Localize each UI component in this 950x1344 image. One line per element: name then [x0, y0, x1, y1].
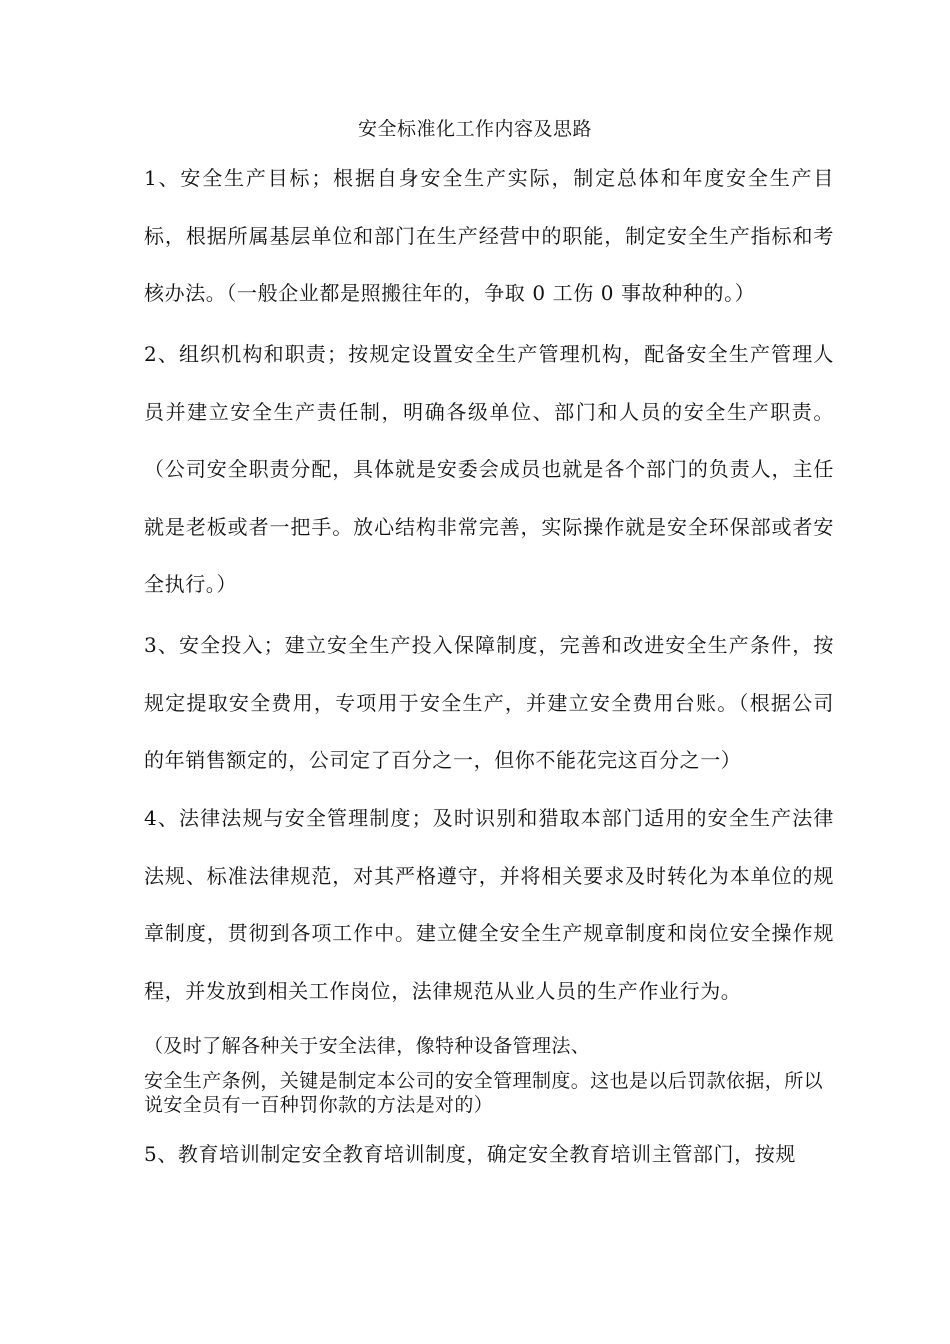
note-line-2: 安全生产条例，关键是制定本公司的安全管理制度。这也是以后罚款依据，所以说安全员有一百种罚你款的方法是对的）	[144, 1070, 824, 1116]
note-line-1: （及时了解各种关于安全法律，像特种设备管理法、	[144, 1035, 591, 1057]
document-title: 安全标准化工作内容及思路	[357, 118, 592, 140]
paragraph-safety-investment: 3、安全投入；建立安全生产投入保障制度，完善和改进安全生产条件，按规定提取安全费用，专项用于安全生产，并建立安全费用台账。（根据公司的年销售额定的，公司定了百分之一，但你不能花完这百分之一）	[144, 633, 834, 772]
paragraph-laws-regulations: 4、法律法规与安全管理制度；及时识别和猎取本部门适用的安全生产法律法规、标准法律规范，对其严格遵守，并将相关要求及时转化为本单位的规章制度，贯彻到各项工作中。建立健全安全生产规章制度和岗位安全操作规程，并发放到相关工作岗位，法律规范从业人员的生产作业行为。	[144, 806, 834, 1003]
paragraph-organization-duties: 2、组织机构和职责；按规定设置安全生产管理机构，配备安全生产管理人员并建立安全生产责任制，明确各级单位、部门和人员的安全生产职责。（公司安全职责分配，具体就是安委会成员也就是各个部门的负责人，主任就是老板或者一把手。放心结构非常完善，实际操作就是安全环保部或者安全执行。）	[144, 342, 834, 596]
paragraph-safety-goals: 1、安全生产目标；根据自身安全生产实际，制定总体和年度安全生产目标，根据所属基层单位和部门在生产经营中的职能，制定安全生产指标和考核办法。（一般企业都是照搬往年的，争取 0 工伤 0 事故种种的。）	[144, 166, 834, 305]
paragraph-education-training: 5、教育培训制定安全教育培训制度，确定安全教育培训主管部门，按规	[144, 1142, 796, 1166]
